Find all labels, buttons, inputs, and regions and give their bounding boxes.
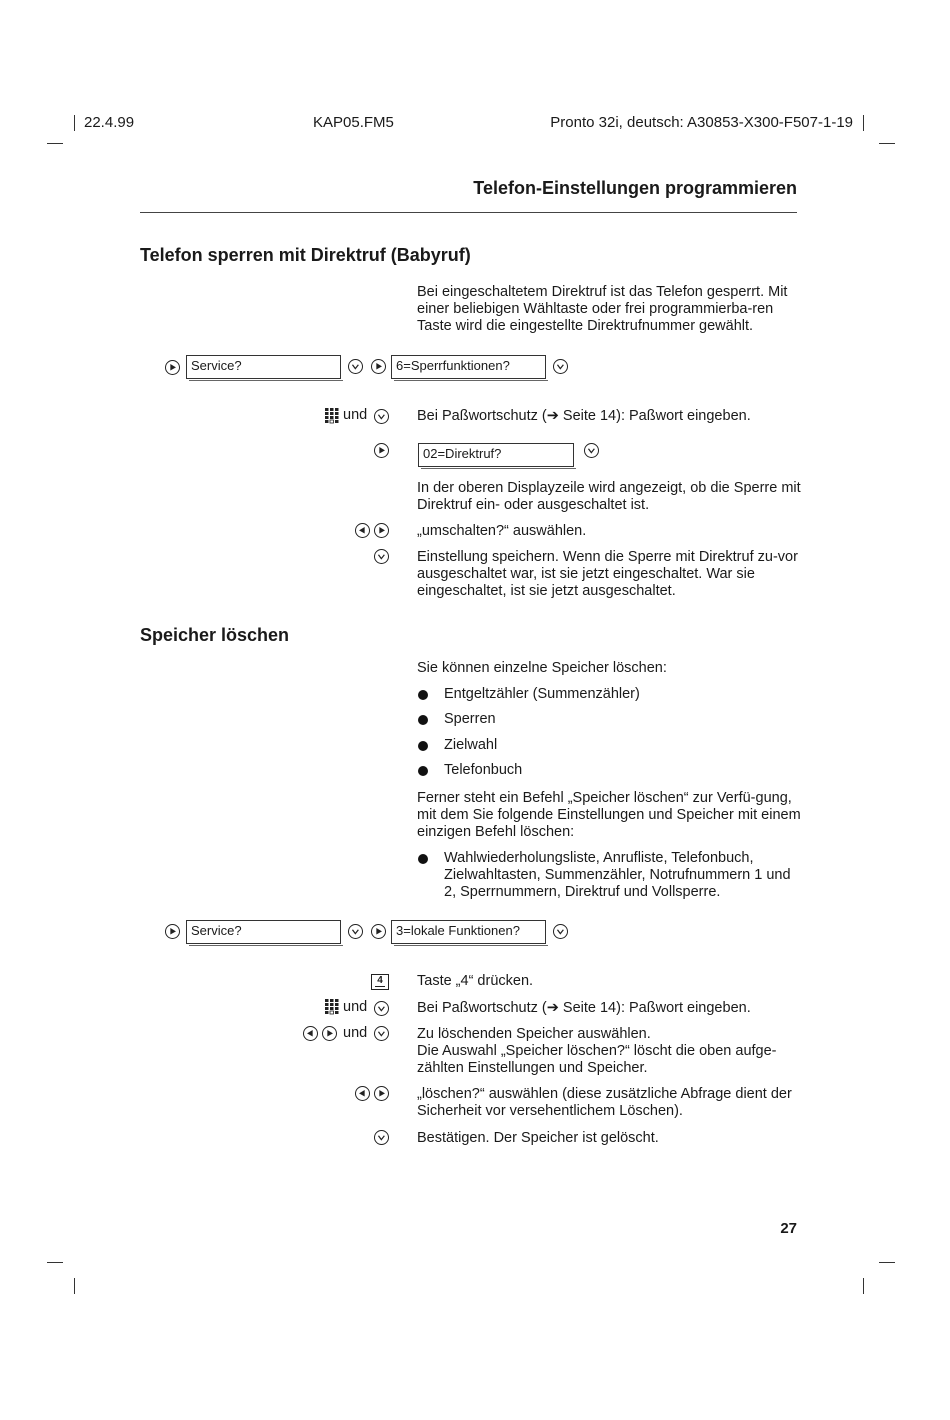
header-product: Pronto 32i, deutsch: A30853-X300-F507-1-19 — [550, 114, 853, 131]
und-label: und — [343, 407, 368, 423]
ok-check-key-icon — [348, 924, 363, 939]
right-arrow-key-icon — [374, 1086, 389, 1101]
ok-check-key-icon — [374, 549, 389, 564]
page-number: 27 — [780, 1220, 797, 1237]
ok-check-key-icon — [374, 1026, 389, 1041]
und-label: und — [343, 999, 368, 1015]
babyruf-step-select: „umschalten?“ auswählen. — [417, 523, 587, 539]
list-item: Sperren — [417, 711, 802, 728]
digit-4-key-icon: 4 — [371, 974, 389, 990]
ok-check-key-icon — [553, 359, 568, 374]
list-item: Zielwahl — [417, 737, 802, 754]
crop-mark — [863, 1278, 864, 1294]
crop-mark — [879, 143, 895, 144]
speicher-step-done: Bestätigen. Der Speicher ist gelöscht. — [417, 1130, 659, 1146]
right-arrow-key-icon — [165, 360, 180, 375]
babyruf-intro: Bei eingeschaltetem Direktruf ist das Telefon gesperrt. Mit einer beliebigen Wähltaste oder frei programmierba-ren Taste wird die eingestellte Direktrufnummer gewählt. — [417, 284, 788, 334]
babyruf-step-save: Einstellung speichern. Wenn die Sperre mit Direktruf zu-vor ausgeschaltet war, ist sie jetzt eingeschaltet. War sie eingeschaltet, ist sie jetzt ausgeschaltet. — [417, 549, 798, 599]
right-arrow-key-icon — [371, 359, 386, 374]
right-arrow-key-icon — [374, 523, 389, 538]
display-service: Service? — [186, 920, 341, 944]
ok-check-key-icon — [374, 1001, 389, 1016]
display-service: Service? — [186, 355, 341, 379]
speicher-step-choose-2: Die Auswahl „Speicher löschen?“ löscht die oben aufge-zählten Einstellungen und Speicher. — [417, 1043, 777, 1076]
crop-mark — [74, 1278, 75, 1294]
crop-mark — [863, 115, 864, 131]
ok-check-key-icon — [374, 409, 389, 424]
section-heading-babyruf: Telefon sperren mit Direktruf (Babyruf) — [140, 245, 471, 265]
crop-mark — [47, 143, 63, 144]
speicher-intro: Sie können einzelne Speicher löschen: — [417, 660, 667, 676]
list-item: Wahlwiederholungsliste, Anrufliste, Telefonbuch, Zielwahltasten, Summenzähler, Notrufnummern 1 und 2, Sperrnummern, Direktruf und Vollsperre. — [417, 850, 802, 901]
speicher-step-confirm-question: „löschen?“ auswählen (diese zusätzliche Abfrage dient der Sicherheit vor versehentlichem Löschen). — [417, 1086, 792, 1119]
speicher-para: Ferner steht ein Befehl „Speicher löschen“ zur Verfü-gung, mit dem Sie folgende Einstellungen und Speicher mit einem einzigen Befehl löschen: — [417, 790, 801, 840]
keypad-icon — [325, 408, 339, 424]
left-arrow-key-icon — [355, 1086, 370, 1101]
speicher-step-key: Taste „4“ drücken. — [417, 973, 534, 989]
display-lokale-funktionen: 3=lokale Funktionen? — [391, 920, 546, 944]
left-arrow-key-icon — [303, 1026, 318, 1041]
section-heading-speicher: Speicher löschen — [140, 625, 290, 645]
header-date: 22.4.99 — [84, 114, 135, 131]
babyruf-step-info: In der oberen Displayzeile wird angezeigt, ob die Sperre mit Direktruf ein- oder ausgeschaltet ist. — [417, 480, 801, 513]
header-file: KAP05.FM5 — [313, 114, 394, 131]
speicher-step-password: Bei Paßwortschutz (➔ Seite 14): Paßwort eingeben. — [417, 1000, 751, 1016]
ok-check-key-icon — [348, 359, 363, 374]
speicher-step-choose-1: Zu löschenden Speicher auswählen. — [417, 1026, 651, 1042]
crop-mark — [74, 115, 75, 131]
ok-check-key-icon — [584, 443, 599, 458]
right-arrow-key-icon — [165, 924, 180, 939]
ok-check-key-icon — [374, 1130, 389, 1145]
list-item: Telefonbuch — [417, 762, 802, 779]
display-sperrfunktionen: 6=Sperrfunktionen? — [391, 355, 546, 379]
crop-mark — [47, 1262, 63, 1263]
und-label: und — [343, 1025, 368, 1041]
right-arrow-key-icon — [374, 443, 389, 458]
crop-mark — [879, 1262, 895, 1263]
keypad-icon — [325, 999, 339, 1015]
ok-check-key-icon — [553, 924, 568, 939]
display-direktruf: 02=Direktruf? — [418, 443, 574, 467]
right-arrow-key-icon — [322, 1026, 337, 1041]
babyruf-step-password: Bei Paßwortschutz (➔ Seite 14): Paßwort eingeben. — [417, 408, 751, 424]
title-rule — [140, 212, 797, 213]
list-item: Entgeltzähler (Summenzähler) — [417, 686, 802, 703]
right-arrow-key-icon — [371, 924, 386, 939]
page-title: Telefon-Einstellungen programmieren — [473, 178, 797, 198]
left-arrow-key-icon — [355, 523, 370, 538]
